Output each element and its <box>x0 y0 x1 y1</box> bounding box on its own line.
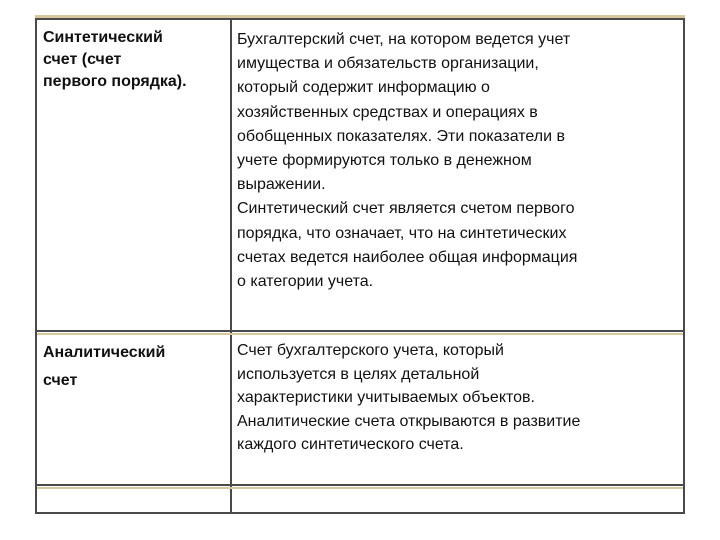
term-cell-synthetic: Синтетический счет (счет первого порядка). <box>43 29 187 90</box>
definition-cell-synthetic: Бухгалтерский счет, на котором ведется учет имущества и обязательств организации, который содержит информацию о хозяйственных средствах и операциях в обобщенных показателях. Эти показатели в учете формируются только в денежном выражении. Синтетический счет является счетом первого порядка, что означает, что на синтетических счетах ведется наиболее общая информация о категории учета. <box>237 31 578 291</box>
row-divider-2 <box>35 484 685 486</box>
definition-cell-analytic: Счет бухгалтерского учета, который используется в целях детальной характеристики учитываемых объектов. Аналитические счета открываются в развитие каждого синтетического счета. <box>237 342 581 453</box>
term-cell-analytic: Аналитический счет <box>43 344 166 389</box>
row-accent-2 <box>37 487 683 489</box>
row-accent-1 <box>37 333 683 335</box>
column-divider <box>230 18 232 514</box>
row-divider-1 <box>35 330 685 332</box>
